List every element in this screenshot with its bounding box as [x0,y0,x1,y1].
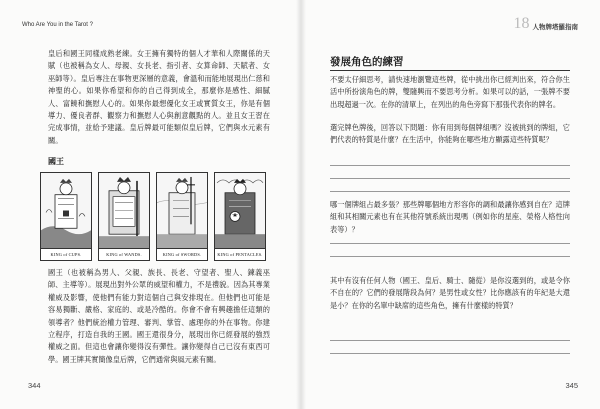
section-rule [330,70,570,71]
exercise-question-2: 哪一個牌組占最多張？那些牌哪個地方形容你的調和最讓你感到自在？這牌組和其相關元素也有在其他符號系統出現嗎（例如你的星座、榮格人格性向表等）？ [330,200,570,234]
king-of-wands-illustration [99,173,149,248]
tarot-card-king-of-swords [156,172,208,261]
tarot-card-king-of-pentacles [214,172,266,261]
card-caption: KING of SWORDS. [157,248,207,260]
card-caption: KING of PENTACLES. [215,248,265,260]
exercise-question-1: 選完牌色牌後，回答以下問題：你有用到每個牌組嗎？沒被挑到的牌組，它們代表的特質是什麼？在生活中，你能夠在哪些地方顯露這些特質呢？ [330,123,570,145]
exercise-instructions: 不要太仔細思考，請快速地瀏覽這些牌，從中挑出你已經判出來，符合你生活中所扮演角色的牌，雙隨興而不要思考分析。如果可以的話，一張牌不要出現超過一次。在你的清單上，在列出的角色旁寫下那張代表你的牌名。 [330,75,570,109]
king-of-pentacles-illustration [215,173,265,248]
running-title: Who Are You in the Tarot ? [22,22,93,28]
kings-heading: 國王 [48,157,64,166]
king-of-cups-illustration [41,173,91,248]
right-page [304,0,600,409]
king-of-swords-illustration [157,173,207,248]
king-cards-row [40,172,266,261]
page-number-left: 344 [28,381,41,390]
tarot-card-king-of-cups [40,172,92,261]
chapter-title: 人物牌塔羅指南 [532,23,578,31]
exercise-question-3: 其中有沒有任何人物（國王、皇后、騎士、隨從）是你沒選到的，或是令你不自在的？它們的發展階段為何？是男性或女性？比你應該有的年紀是大還是小？在你的名單中缺席的這些角色，擁有什麼樣的特質？ [330,276,570,310]
chapter-number: 18 [513,15,530,32]
section-heading: 發展角色的練習 [330,56,404,68]
left-page [0,0,298,409]
queen-paragraph: 皇后和國王同樣成熟老練。女王擁有獨特的個人才華和人際關係的天賦（也被稱為女人、母親、女長老、指引者、女算命師、天賦者、女巫師等）。皇后專注在事物更深層的意義，會溫和而能地展現出仁慈和神聖的心。如果你希望和你的自己得到成全，那麼你是感性、細膩人、富饒和撫慰人心的。如果你最想優化女王或實質女王，你是有個導力、優良者群、觀察力和撫慰人心與創意觀點的人。並且女王習在完成事情，並給予建議。皇后牌最可能類似皇后牌，它們與水元素有關。 [48,49,270,145]
chapter-header [514,16,579,32]
card-caption: KING of WANDS. [99,248,149,260]
card-caption: KING of CUPS. [41,248,91,260]
answer-lines-3 [330,340,570,366]
page-number-right: 345 [565,381,578,390]
king-paragraph: 國王（也被稱為男人、父親、族長、長老、守望者、聖人、鍊義巫師、主導等）。展現出對外公眾的威望和權力，不是禮貌。因為其專業權威及影響，使他們有能力對這個自己與安排現在。但他們也可能是容易獨斷、嚴格、家庭的、或是冷酷的。你會不會有興趣擔任這類的領導者？他們統治權力管理、審判、掌管、處理你的外在事物。你建立程序，打造自我的王國。國王還很身分，展現出你已經發展的強烈權威之面。但這也會讓你變得沒有彈性。讓你變得自己已沒有東西可學。國王牌其實簡像皇后牌，它們通常與風元素有關。 [48,268,270,364]
tarot-card-king-of-wands [98,172,150,261]
answer-lines-2 [330,243,570,269]
